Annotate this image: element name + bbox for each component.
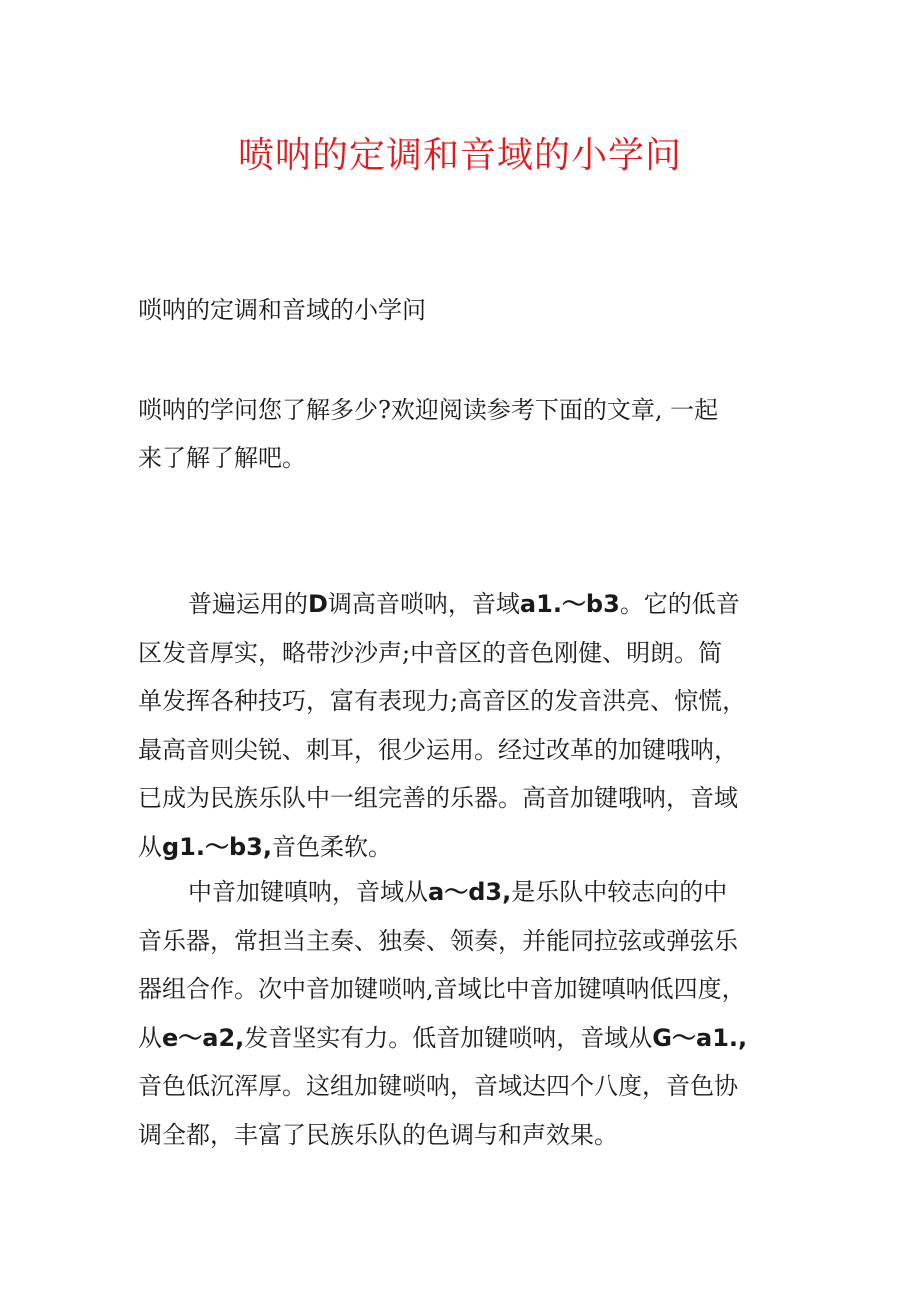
paragraph-1-line: 单发挥各种技巧，富有表现力;高音区的发音洪亮、惊慌， [138, 687, 747, 715]
paragraph-2-line: 器组合作。次中音加键唢呐,音域比中音加键嗔呐低四度， [138, 975, 746, 1003]
intro-paragraph [138, 386, 788, 482]
document-title: 喷呐的定调和音域的小学问 [237, 135, 682, 176]
paragraph-1-line: 已成为民族乐队中一组完善的乐器。高音加键哦呐，音域 [138, 784, 738, 812]
paragraph-1-line: 从g1.～b3,音色柔软。 [138, 832, 392, 861]
paragraph-1-line: 区发音厚实，略带沙沙声;中音区的音色刚健、明朗。简 [138, 638, 723, 667]
body-paragraph-2 [138, 868, 798, 1159]
paragraph-2-line: 音色低沉浑厚。这组加键唢呐，音域达四个八度，音色协 [138, 1072, 738, 1100]
document-subtitle: 唢呐的定调和音域的小学问 [138, 296, 426, 324]
paragraph-2-line: 从e～a2,发音坚实有力。低音加键唢呐，音域从G～a1., [138, 1023, 748, 1052]
paragraph-1-line: 最高音则尖锐、刺耳，很少运用。经过改革的加键哦呐， [138, 735, 738, 764]
paragraph-1-line: 普遍运用的D调高音唢呐，音域a1.～b3。它的低音 [188, 590, 740, 618]
intro-line-1: 唢呐的学问您了解多少?欢迎阅读参考下面的文章, 一起 [138, 396, 719, 424]
paragraph-2-line: 调全都，丰富了民族乐队的色调与和声效果。 [138, 1120, 618, 1149]
intro-line-2: 来了解了解吧。 [138, 444, 306, 472]
paragraph-2-line: 中音加键嗔呐，音域从a～d3,是乐队中较志向的中 [188, 878, 728, 906]
body-paragraph-1 [138, 580, 798, 871]
paragraph-2-line: 音乐器，常担当主奏、独奏、领奏，并能同拉弦或弹弦乐 [138, 926, 738, 955]
